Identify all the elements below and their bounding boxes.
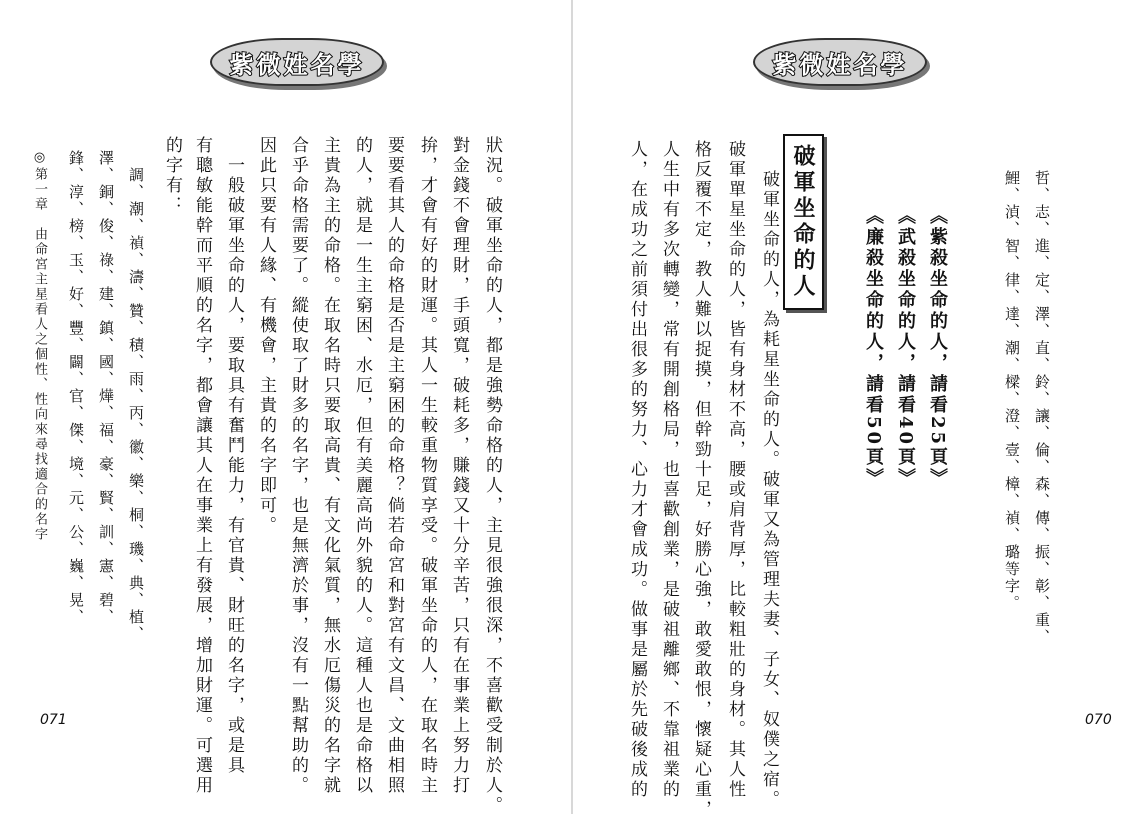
right-page (573, 0, 1146, 820)
character-list-line: 鋒、淳、榜、玉、好、豐、闢、官、傑、境、元、公、巍、晃、 (67, 150, 85, 626)
character-list-line: 澤、銅、俊、祿、建、鎮、國、燁、福、豪、賢、訓、憲、碧、 (97, 150, 115, 626)
cross-reference: 《廉殺坐命的人，請看50頁》 (863, 206, 884, 490)
character-list-line: 哲、志、進、定、澤、直、鈴、讓、倫、森、傳、振、彰、重、 (1033, 170, 1051, 646)
paragraph-line: 人，在成功之前須付出很多的努力、心力才會成功。做事是屬於先破後成的 (627, 140, 647, 800)
paragraph-line: 要要看其人的命格是否是主窮困的命格？倘若命宮和對宮有文昌、文曲相照 (384, 136, 404, 796)
page-header-title: 紫微姓名學 (229, 50, 365, 79)
page-number: 071 (40, 712, 67, 728)
page-header-banner (753, 38, 927, 86)
paragraph-line: 一般破軍坐命的人，要取具有奮鬥能力，有官貴、財旺的名字，或是具 (224, 136, 244, 776)
page-header-banner (210, 38, 384, 86)
cross-reference: 《武殺坐命的人，請看40頁》 (895, 206, 916, 490)
chapter-footer: ◎第一章 由命宮主星看人之個性、性向來尋找適合的名字 (32, 150, 47, 542)
paragraph-line: 格反覆不定，教人難以捉摸，但幹勁十足，好勝心強，敢愛敢恨，懷疑心重， (691, 140, 711, 820)
paragraph-line: 有聰敏能幹而平順的名字，都會讓其人在事業上有發展，增加財運。可選用 (192, 136, 212, 796)
section-title: 破軍坐命的人 (783, 134, 824, 310)
paragraph-line: 破軍坐命的人，為耗星坐命的人。破軍又為管理夫妻、子女、奴僕之宿。 (759, 150, 779, 810)
paragraph-line: 破軍單星坐命的人，皆有身材不高，腰或肩背厚，比較粗壯的身材。其人性 (725, 140, 745, 800)
paragraph-line: 拚，才會有好的財運。其人一生較重物質享受。破軍坐命的人，在取名時主 (417, 136, 437, 796)
paragraph-line: 合乎命格需要了。縱使取了財多的名字，也是無濟於事，沒有一點幫助的。 (288, 136, 308, 796)
paragraph-line: 狀況。破軍坐命的人，都是強勢命格的人，主見很強很深，不喜歡受制於人。 (482, 136, 502, 816)
paragraph-line: 主貴為主的命格。在取名時只要取高貴、有文化氣質，無水厄傷災的名字就 (320, 136, 340, 796)
cross-reference: 《紫殺坐命的人，請看25頁》 (927, 206, 948, 490)
paragraph-line: 因此只要有人緣、有機會，主貴的名字即可。 (256, 136, 276, 536)
paragraph-line: 人生中有多次轉變，常有開創格局，也喜歡創業，是破祖離鄉、不靠祖業的 (659, 140, 679, 800)
page-header-title: 紫微姓名學 (772, 50, 908, 79)
character-list-line: 鯉、湞、智、律、達、潮、樑、澄、壹、樟、禎、璐等字。 (1003, 170, 1021, 612)
paragraph-line: 的人，就是一生主窮困、水厄，但有美麗高尚外貌的人。這種人也是命格以 (352, 136, 372, 796)
left-page (0, 0, 573, 814)
page-number: 070 (1085, 712, 1112, 728)
paragraph-line: 對金錢不會理財，手頭寬，破耗多，賺錢又十分辛苦，只有在事業上努力打 (449, 136, 469, 796)
character-list-line: 調、潮、禎、濤、贊、積、雨、丙、徽、樂、桐、璣、典、植、 (127, 150, 145, 643)
paragraph-line: 的字有： (162, 136, 182, 216)
